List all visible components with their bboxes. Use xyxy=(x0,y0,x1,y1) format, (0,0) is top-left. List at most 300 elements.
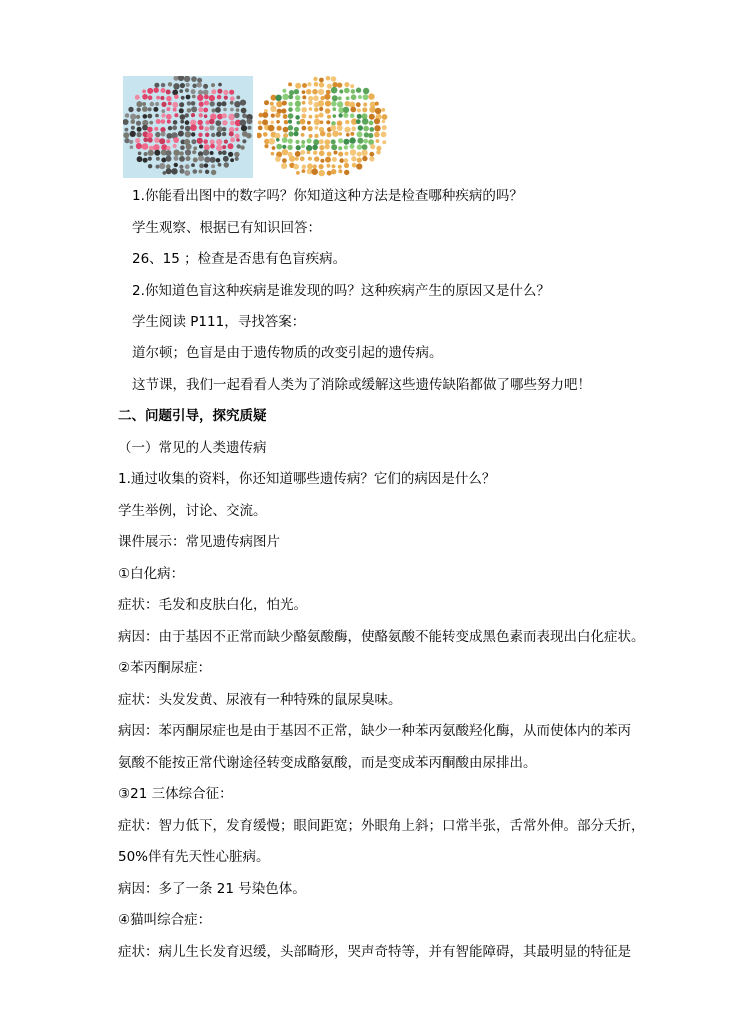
plate-dot xyxy=(129,140,133,144)
plate-dot xyxy=(148,138,153,143)
plate-dot xyxy=(159,138,165,144)
plate-dot xyxy=(173,137,179,143)
plate-dot xyxy=(288,113,294,119)
plate-dot xyxy=(241,108,247,114)
plate-dot xyxy=(263,132,268,137)
plate-dot xyxy=(327,152,332,157)
plate-dot xyxy=(276,138,280,142)
plate-dot xyxy=(271,114,275,118)
plate-dot xyxy=(276,101,282,107)
plate-dot xyxy=(313,164,317,168)
plate-dot xyxy=(153,107,158,112)
plate-dot xyxy=(186,83,190,87)
plate-dot xyxy=(376,150,380,154)
plate-dot xyxy=(174,156,179,161)
plate-dot xyxy=(331,101,337,107)
plate-dot xyxy=(369,156,374,161)
plate-dot xyxy=(161,158,166,163)
plate-dot xyxy=(179,108,184,113)
plate-dot xyxy=(142,90,146,94)
plate-dot xyxy=(300,119,306,125)
plate-dot xyxy=(358,95,362,99)
plate-dot xyxy=(173,108,177,112)
plate-dot xyxy=(338,146,342,150)
plate-dot xyxy=(374,125,380,131)
plate-dot xyxy=(168,126,172,130)
plate-dot xyxy=(307,163,313,169)
plate-dot xyxy=(308,100,313,105)
plate-dot xyxy=(375,108,381,114)
plate-dot xyxy=(338,169,342,173)
plate-dot xyxy=(295,101,301,107)
plate-dot xyxy=(236,96,240,100)
plate-dot xyxy=(332,95,338,101)
plate-dot xyxy=(161,119,166,124)
plate-dot xyxy=(197,82,202,87)
plate-dot xyxy=(148,164,152,168)
plate-dot xyxy=(148,95,153,100)
plate-dot xyxy=(216,145,222,151)
plate-dot xyxy=(204,144,210,150)
plate-dot xyxy=(210,101,215,106)
plate-dot xyxy=(327,115,331,119)
plate-dot xyxy=(173,83,179,89)
plate-dot xyxy=(173,144,177,148)
plate-dot xyxy=(282,94,288,100)
plate-dot xyxy=(205,133,209,137)
plate-dot xyxy=(338,152,343,157)
plate-dot xyxy=(172,90,178,96)
plate-dot xyxy=(166,168,172,174)
plate-dot xyxy=(174,95,179,100)
plate-dot xyxy=(229,90,234,95)
plate-dot xyxy=(301,140,305,144)
plate-dot xyxy=(197,78,202,83)
plate-dot xyxy=(318,100,325,107)
plate-dot xyxy=(185,149,191,155)
answer-2-intro: 学生阅读 P111，寻找答案： xyxy=(132,314,306,330)
plate-dot xyxy=(356,163,362,169)
disease-1-cause: 病因：由于基因不正常而缺少酪氨酸酶，使酪氨酸不能转变成黑色素而表现出白化症状。 xyxy=(118,629,645,645)
plate-dot xyxy=(198,120,203,125)
plate-dot xyxy=(319,78,324,83)
plate-dot xyxy=(125,128,129,132)
plate-dot xyxy=(350,113,355,118)
plate-dot xyxy=(294,127,299,132)
plate-dot xyxy=(275,156,281,162)
plate-dot xyxy=(154,127,158,131)
plate-dot xyxy=(382,120,386,124)
question-3: 1.通过收集的资料，你还知道哪些遗传病？它们的病因是什么？ xyxy=(118,471,496,487)
plate-dot xyxy=(240,119,247,126)
plate-dot xyxy=(198,155,204,161)
plate-dot xyxy=(180,114,186,120)
plate-dot xyxy=(167,120,171,124)
plate-dot xyxy=(268,125,275,132)
plate-dot xyxy=(155,132,160,137)
plate-dot xyxy=(357,108,361,112)
plate-dot xyxy=(295,107,300,112)
plate-dot xyxy=(319,139,324,144)
plate-dot xyxy=(326,120,330,124)
plate-dot xyxy=(282,145,286,149)
plate-dot xyxy=(222,113,227,118)
plate-dot xyxy=(344,163,349,168)
plate-dot xyxy=(330,125,336,131)
color-blindness-plate-15-image xyxy=(257,76,389,178)
plate-dot xyxy=(215,107,221,113)
color-blindness-plate-26-image xyxy=(123,76,253,178)
plate-dot xyxy=(343,107,349,113)
plate-dot xyxy=(123,132,129,138)
plate-dot xyxy=(137,127,142,132)
plate-dot xyxy=(199,163,204,168)
plate-dot xyxy=(215,120,221,126)
plate-dot xyxy=(283,127,289,133)
answer-2: 道尔顿；色盲是由于遗传物质的改变引起的遗传病。 xyxy=(132,345,443,361)
plate-dot xyxy=(332,107,336,111)
plate-dot xyxy=(356,102,361,107)
plate-dot xyxy=(131,126,135,130)
plate-dot xyxy=(154,150,160,156)
plate-dot xyxy=(172,125,177,130)
plate-dot xyxy=(128,107,133,112)
plate-dot xyxy=(186,95,191,100)
plate-dot xyxy=(181,96,185,100)
plate-dot xyxy=(217,95,222,100)
plate-dot xyxy=(166,107,170,111)
plate-dot xyxy=(271,121,275,125)
plate-dot xyxy=(193,169,198,174)
plate-dot xyxy=(349,137,355,143)
plate-dot xyxy=(319,107,323,111)
plate-dot xyxy=(228,152,233,157)
plate-dot xyxy=(282,149,288,155)
plate-dot xyxy=(338,113,342,117)
plate-dot xyxy=(344,158,349,163)
plate-dot xyxy=(211,170,216,175)
plate-dot xyxy=(218,163,222,167)
plate-dot xyxy=(324,94,330,100)
plate-dot xyxy=(339,90,343,94)
plate-dot xyxy=(224,140,228,144)
plate-dot xyxy=(284,120,288,124)
plate-dot xyxy=(191,106,197,112)
plate-dot xyxy=(339,158,344,163)
plate-dot xyxy=(222,101,227,106)
plate-dot xyxy=(351,94,357,100)
plate-dot xyxy=(184,76,190,82)
plate-dot xyxy=(166,164,171,169)
plate-dot xyxy=(230,158,234,162)
plate-dot xyxy=(307,138,312,143)
plate-dot xyxy=(275,113,280,118)
plate-dot xyxy=(343,113,348,118)
plate-dot xyxy=(154,88,159,93)
plate-dot xyxy=(218,83,222,87)
plate-dot xyxy=(382,140,386,144)
plate-dot xyxy=(288,107,293,112)
plate-dot xyxy=(209,95,215,101)
plate-dot xyxy=(161,88,166,93)
plate-dot xyxy=(313,95,319,101)
plate-dot xyxy=(262,119,268,125)
plate-dot xyxy=(147,114,152,119)
plate-dot xyxy=(337,83,342,88)
plate-dot xyxy=(281,163,287,169)
answer-3: 学生举例，讨论、交流。 xyxy=(118,503,267,519)
plate-dot xyxy=(300,156,305,161)
disease-2-cause-line-1: 病因：苯丙酮尿症也是由于基因不正常，缺少一种苯丙氨酸羟化酶，从而使体内的苯丙 xyxy=(118,723,631,739)
plate-dot xyxy=(179,151,184,156)
plate-dot xyxy=(344,170,349,175)
plate-dot xyxy=(203,90,209,96)
plate-dot xyxy=(242,113,247,118)
plate-dot xyxy=(180,120,184,124)
plate-dot xyxy=(124,138,129,143)
plate-dot xyxy=(154,83,159,88)
plate-dot xyxy=(357,114,362,119)
plate-dot xyxy=(166,114,172,120)
plate-dot xyxy=(204,127,209,132)
plate-dot xyxy=(161,83,165,87)
plate-dot xyxy=(295,157,299,161)
plate-dot xyxy=(362,156,367,161)
plate-dot xyxy=(332,157,337,162)
plate-dot xyxy=(223,108,227,112)
plate-dot xyxy=(179,156,185,162)
plate-dot xyxy=(314,119,320,125)
plate-dot xyxy=(296,145,301,150)
plate-dot xyxy=(235,157,239,161)
plate-dot xyxy=(315,114,319,118)
plate-dot xyxy=(312,145,318,151)
plate-dot xyxy=(185,131,191,137)
plate-dot xyxy=(166,150,172,156)
plate-dot xyxy=(363,126,369,132)
plate-dot xyxy=(149,121,153,125)
plate-dot xyxy=(192,150,196,154)
plate-dot xyxy=(302,126,307,131)
plate-dot xyxy=(302,90,306,94)
plate-dot xyxy=(210,139,215,144)
plate-dot xyxy=(306,89,311,94)
plate-dot xyxy=(217,102,222,107)
plate-dot xyxy=(230,108,234,112)
plate-dot xyxy=(257,133,262,139)
plate-dot xyxy=(345,120,349,124)
plate-dot xyxy=(237,144,241,148)
plate-dot xyxy=(246,118,252,124)
plate-dot xyxy=(308,96,313,101)
plate-dot xyxy=(282,101,287,106)
plate-dot xyxy=(230,121,235,126)
plate-dot xyxy=(289,156,295,162)
disease-2-cause-line-2: 氨酸不能按正常代谢途径转变成酪氨酸，而是变成苯丙酮酸由尿排出。 xyxy=(118,755,537,771)
plate-dot xyxy=(332,82,337,87)
plate-dot xyxy=(136,143,142,149)
plate-dot xyxy=(325,144,330,149)
plate-dot xyxy=(258,121,262,125)
plate-dot xyxy=(283,114,288,119)
plate-dot xyxy=(381,108,385,112)
plate-dot xyxy=(276,120,280,124)
plate-dot xyxy=(288,139,293,144)
plate-dot xyxy=(325,157,331,163)
plate-dot xyxy=(131,119,136,124)
plate-dot xyxy=(179,165,183,169)
plate-dot xyxy=(168,102,172,106)
plate-dot xyxy=(314,156,319,161)
plate-dot xyxy=(319,145,324,150)
plate-dot xyxy=(156,165,160,169)
plate-dot xyxy=(331,87,338,94)
plate-dot xyxy=(327,171,332,176)
plate-dot xyxy=(193,157,198,162)
plate-dot xyxy=(148,150,154,156)
plate-dot xyxy=(374,118,380,124)
plate-dot xyxy=(223,156,229,162)
question-1: 1.你能看出图中的数字吗？你知道这种方法是检查哪种疾病的吗？ xyxy=(132,188,523,204)
plate-dot xyxy=(375,102,379,106)
plate-dot xyxy=(332,131,338,137)
plate-dot xyxy=(363,103,367,107)
plate-dot xyxy=(171,168,177,174)
plate-dot xyxy=(339,132,343,136)
plate-dot xyxy=(288,120,292,124)
plate-dot xyxy=(302,165,307,170)
plate-dot xyxy=(216,158,221,163)
plate-dot xyxy=(180,145,185,150)
plate-dot xyxy=(199,102,204,107)
plate-dot xyxy=(191,139,196,144)
plate-dot xyxy=(369,152,374,157)
plate-dot xyxy=(295,115,300,120)
plate-dot xyxy=(203,150,209,156)
plate-dot xyxy=(222,145,226,149)
plate-dot xyxy=(236,108,240,112)
plate-dot xyxy=(361,150,367,156)
plate-dot xyxy=(331,144,337,150)
plate-dot xyxy=(325,101,331,107)
plate-dot xyxy=(186,156,191,161)
plate-dot xyxy=(381,132,387,138)
plate-dot xyxy=(269,138,276,145)
plate-dot xyxy=(142,106,148,112)
plate-dot xyxy=(199,145,203,149)
plate-dot xyxy=(217,89,222,94)
plate-dot xyxy=(357,158,362,163)
disease-1-symptom: 症状：毛发和皮肤白化，怕光。 xyxy=(118,597,307,613)
plate-dot xyxy=(302,83,307,88)
plate-dot xyxy=(264,100,269,105)
plate-dot xyxy=(191,113,195,117)
plate-dot xyxy=(211,164,215,168)
plate-dot xyxy=(318,89,324,95)
plate-dot xyxy=(295,95,300,100)
plate-dot xyxy=(184,170,190,176)
plate-dot xyxy=(173,76,178,81)
plate-dot xyxy=(178,131,184,137)
plate-dot xyxy=(363,88,369,94)
plate-dot xyxy=(230,137,235,142)
plate-dot xyxy=(136,101,142,107)
disease-4-title: ④猫叫综合症： xyxy=(118,912,212,928)
plate-dot xyxy=(234,152,239,157)
plate-dot xyxy=(302,101,306,105)
plate-dot xyxy=(314,108,318,112)
plate-dot xyxy=(161,113,165,117)
plate-dot xyxy=(223,90,228,95)
plate-dot xyxy=(205,170,209,174)
plate-dot xyxy=(198,107,203,112)
plate-dot xyxy=(319,151,325,157)
plate-dot xyxy=(198,133,202,137)
disease-1-title: ①白化病： xyxy=(118,566,185,582)
plate-dot xyxy=(234,113,240,119)
plate-dot xyxy=(163,171,167,175)
plate-dot xyxy=(331,169,336,174)
plate-dot xyxy=(224,96,228,100)
plate-dot xyxy=(187,101,191,105)
plate-dot xyxy=(325,108,331,114)
plate-dot xyxy=(295,140,299,144)
plate-dot xyxy=(185,120,190,125)
plate-dot xyxy=(172,102,178,108)
plate-dot xyxy=(302,114,307,119)
disease-3-cause: 病因：多了一条 21 号染色体。 xyxy=(118,881,306,897)
plate-dot xyxy=(142,102,146,106)
plate-dot xyxy=(240,100,246,106)
plate-dot xyxy=(357,138,363,144)
plate-dot xyxy=(211,83,215,87)
plate-dot xyxy=(319,82,324,87)
plate-dot xyxy=(364,132,369,137)
plate-dot xyxy=(156,119,161,124)
transition-sentence: 这节课，我们一起看看人类为了消除或缓解这些遗传缺陷都做了哪些努力吧！ xyxy=(132,377,591,393)
plate-dot xyxy=(229,132,234,137)
plate-dot xyxy=(218,151,222,155)
plate-dot xyxy=(136,115,140,119)
plate-dot xyxy=(327,84,332,89)
plate-dot xyxy=(350,132,354,136)
plate-dot xyxy=(350,144,355,149)
plate-dot xyxy=(288,82,292,86)
plate-dot xyxy=(142,94,148,100)
plate-dot xyxy=(296,171,300,175)
plate-dot xyxy=(155,114,159,118)
plate-dot xyxy=(166,90,171,95)
plate-dot xyxy=(358,125,363,130)
plate-dot xyxy=(150,102,155,107)
plate-dot xyxy=(301,133,305,137)
plate-dot xyxy=(180,125,184,129)
plate-dot xyxy=(319,164,324,169)
plate-dot xyxy=(173,120,178,125)
plate-dot xyxy=(376,146,381,151)
plate-dot xyxy=(382,114,388,120)
plate-dot xyxy=(235,127,239,131)
plate-dot xyxy=(137,132,142,137)
plate-dot xyxy=(324,139,330,145)
plate-dot xyxy=(369,121,374,126)
section-heading-2: 二、问题引导，探究质疑 xyxy=(118,408,267,424)
plate-dot xyxy=(211,133,215,137)
plate-dot xyxy=(209,119,215,125)
plate-dot xyxy=(204,95,209,100)
plate-dot xyxy=(222,120,227,125)
plate-dot xyxy=(338,96,342,100)
